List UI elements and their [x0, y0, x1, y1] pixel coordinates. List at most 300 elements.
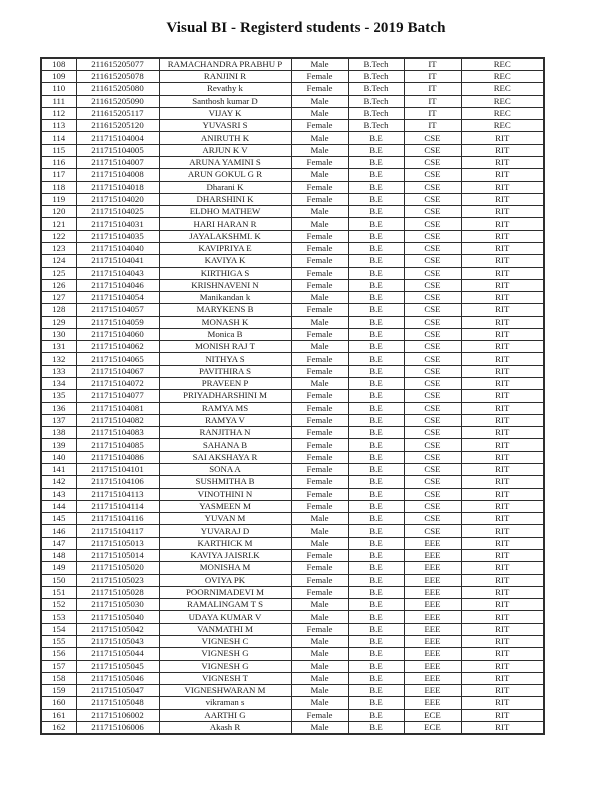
- cell-department: CSE: [404, 181, 461, 193]
- table-row: [41, 83, 544, 95]
- cell-gender: Female: [291, 279, 348, 291]
- cell-department: ECE: [404, 721, 461, 734]
- cell-register_number: 211715104004: [76, 132, 159, 144]
- cell-register_number: 211715104081: [76, 402, 159, 414]
- cell-name: ELDHO MATHEW: [159, 206, 291, 218]
- cell-degree: B.E: [348, 574, 404, 586]
- table-row: [41, 107, 544, 119]
- cell-department: EEE: [404, 537, 461, 549]
- cell-gender: Male: [291, 58, 348, 71]
- cell-name: ARUNA YAMINI S: [159, 156, 291, 168]
- cell-serial_no: 161: [41, 709, 76, 721]
- cell-gender: Female: [291, 476, 348, 488]
- cell-name: VIGNESH G: [159, 660, 291, 672]
- cell-department: CSE: [404, 525, 461, 537]
- cell-college: REC: [461, 120, 544, 132]
- cell-gender: Female: [291, 242, 348, 254]
- cell-gender: Male: [291, 611, 348, 623]
- cell-serial_no: 123: [41, 242, 76, 254]
- cell-gender: Female: [291, 402, 348, 414]
- cell-college: RIT: [461, 181, 544, 193]
- table-row: [41, 206, 544, 218]
- cell-college: RIT: [461, 402, 544, 414]
- table-row: [41, 562, 544, 574]
- cell-register_number: 211715104040: [76, 242, 159, 254]
- cell-department: CSE: [404, 427, 461, 439]
- cell-degree: B.E: [348, 378, 404, 390]
- cell-college: RIT: [461, 488, 544, 500]
- cell-college: RIT: [461, 599, 544, 611]
- cell-name: Santhosh kumar D: [159, 95, 291, 107]
- table-row: [41, 144, 544, 156]
- cell-name: Manikandan k: [159, 292, 291, 304]
- cell-register_number: 211715104082: [76, 414, 159, 426]
- table-row: [41, 230, 544, 242]
- cell-degree: B.E: [348, 611, 404, 623]
- cell-name: OVIYA PK: [159, 574, 291, 586]
- cell-gender: Male: [291, 144, 348, 156]
- page-title: Visual BI - Registerd students - 2019 Batch: [166, 20, 446, 36]
- cell-gender: Female: [291, 328, 348, 340]
- cell-college: REC: [461, 95, 544, 107]
- cell-degree: B.E: [348, 267, 404, 279]
- student-table: [40, 57, 545, 735]
- cell-gender: Male: [291, 132, 348, 144]
- cell-register_number: 211715105014: [76, 549, 159, 561]
- cell-serial_no: 124: [41, 255, 76, 267]
- table-row: [41, 218, 544, 230]
- cell-register_number: 211715104046: [76, 279, 159, 291]
- cell-serial_no: 109: [41, 71, 76, 83]
- cell-serial_no: 120: [41, 206, 76, 218]
- cell-register_number: 211715104113: [76, 488, 159, 500]
- cell-register_number: 211715104041: [76, 255, 159, 267]
- cell-serial_no: 140: [41, 451, 76, 463]
- cell-name: VIGNESH G: [159, 648, 291, 660]
- table-row: [41, 193, 544, 205]
- cell-serial_no: 131: [41, 341, 76, 353]
- cell-gender: Female: [291, 390, 348, 402]
- cell-serial_no: 147: [41, 537, 76, 549]
- cell-gender: Male: [291, 169, 348, 181]
- table-row: [41, 721, 544, 734]
- cell-department: CSE: [404, 267, 461, 279]
- cell-college: REC: [461, 83, 544, 95]
- cell-degree: B.E: [348, 635, 404, 647]
- cell-register_number: 211715104101: [76, 464, 159, 476]
- cell-name: VIGNESHWARAN M: [159, 685, 291, 697]
- table-row: [41, 267, 544, 279]
- table-row: [41, 304, 544, 316]
- cell-degree: B.Tech: [348, 83, 404, 95]
- cell-register_number: 211715104008: [76, 169, 159, 181]
- cell-degree: B.E: [348, 476, 404, 488]
- cell-department: EEE: [404, 549, 461, 561]
- cell-department: EEE: [404, 562, 461, 574]
- cell-college: RIT: [461, 193, 544, 205]
- cell-gender: Female: [291, 464, 348, 476]
- cell-department: EEE: [404, 685, 461, 697]
- cell-degree: B.E: [348, 328, 404, 340]
- cell-gender: Male: [291, 316, 348, 328]
- cell-register_number: 211715104067: [76, 365, 159, 377]
- cell-degree: B.Tech: [348, 58, 404, 71]
- cell-name: Dharani K: [159, 181, 291, 193]
- cell-register_number: 211715104018: [76, 181, 159, 193]
- cell-name: vikraman s: [159, 697, 291, 709]
- cell-register_number: 211715104059: [76, 316, 159, 328]
- cell-department: EEE: [404, 697, 461, 709]
- table-row: [41, 341, 544, 353]
- cell-college: RIT: [461, 378, 544, 390]
- cell-college: RIT: [461, 500, 544, 512]
- cell-serial_no: 134: [41, 378, 76, 390]
- cell-register_number: 211715106002: [76, 709, 159, 721]
- cell-college: RIT: [461, 218, 544, 230]
- table-row: [41, 255, 544, 267]
- cell-department: EEE: [404, 648, 461, 660]
- cell-register_number: 211715105046: [76, 672, 159, 684]
- cell-department: CSE: [404, 513, 461, 525]
- cell-gender: Male: [291, 513, 348, 525]
- cell-college: RIT: [461, 390, 544, 402]
- cell-register_number: 211615205080: [76, 83, 159, 95]
- cell-name: UDAYA KUMAR V: [159, 611, 291, 623]
- cell-serial_no: 135: [41, 390, 76, 402]
- cell-college: RIT: [461, 660, 544, 672]
- cell-department: EEE: [404, 660, 461, 672]
- cell-degree: B.E: [348, 525, 404, 537]
- cell-serial_no: 125: [41, 267, 76, 279]
- cell-degree: B.E: [348, 500, 404, 512]
- cell-serial_no: 137: [41, 414, 76, 426]
- table-row: [41, 476, 544, 488]
- cell-serial_no: 121: [41, 218, 76, 230]
- cell-name: VIGNESH C: [159, 635, 291, 647]
- cell-degree: B.E: [348, 586, 404, 598]
- cell-department: CSE: [404, 255, 461, 267]
- cell-degree: B.Tech: [348, 120, 404, 132]
- cell-degree: B.E: [348, 402, 404, 414]
- cell-gender: Female: [291, 230, 348, 242]
- table-row: [41, 648, 544, 660]
- cell-department: EEE: [404, 574, 461, 586]
- cell-name: SAI AKSHAYA R: [159, 451, 291, 463]
- cell-serial_no: 160: [41, 697, 76, 709]
- cell-name: RAMYA V: [159, 414, 291, 426]
- cell-gender: Female: [291, 549, 348, 561]
- cell-name: VANMATHI M: [159, 623, 291, 635]
- table-row: [41, 132, 544, 144]
- cell-degree: B.E: [348, 181, 404, 193]
- cell-gender: Female: [291, 353, 348, 365]
- cell-serial_no: 143: [41, 488, 76, 500]
- cell-serial_no: 150: [41, 574, 76, 586]
- cell-serial_no: 159: [41, 685, 76, 697]
- cell-register_number: 211715104035: [76, 230, 159, 242]
- cell-gender: Female: [291, 156, 348, 168]
- cell-gender: Female: [291, 574, 348, 586]
- cell-department: CSE: [404, 242, 461, 254]
- cell-degree: B.E: [348, 697, 404, 709]
- cell-college: RIT: [461, 537, 544, 549]
- cell-department: CSE: [404, 365, 461, 377]
- cell-name: Monica B: [159, 328, 291, 340]
- cell-serial_no: 113: [41, 120, 76, 132]
- cell-college: REC: [461, 107, 544, 119]
- cell-register_number: 211715105023: [76, 574, 159, 586]
- cell-serial_no: 156: [41, 648, 76, 660]
- cell-name: KARTHICK M: [159, 537, 291, 549]
- cell-serial_no: 110: [41, 83, 76, 95]
- cell-serial_no: 111: [41, 95, 76, 107]
- cell-register_number: 211715105020: [76, 562, 159, 574]
- cell-gender: Male: [291, 218, 348, 230]
- cell-name: SUSHMITHA B: [159, 476, 291, 488]
- cell-degree: B.E: [348, 169, 404, 181]
- cell-department: CSE: [404, 156, 461, 168]
- cell-department: EEE: [404, 599, 461, 611]
- cell-register_number: 211715104005: [76, 144, 159, 156]
- table-row: [41, 414, 544, 426]
- cell-serial_no: 149: [41, 562, 76, 574]
- cell-gender: Female: [291, 255, 348, 267]
- cell-name: YASMEEN M: [159, 500, 291, 512]
- cell-college: RIT: [461, 623, 544, 635]
- cell-gender: Female: [291, 193, 348, 205]
- cell-degree: B.E: [348, 365, 404, 377]
- cell-department: CSE: [404, 230, 461, 242]
- table-row: [41, 525, 544, 537]
- table-row: [41, 439, 544, 451]
- cell-department: CSE: [404, 439, 461, 451]
- cell-name: JAYALAKSHMI. K: [159, 230, 291, 242]
- cell-gender: Female: [291, 488, 348, 500]
- cell-college: RIT: [461, 648, 544, 660]
- cell-department: EEE: [404, 623, 461, 635]
- cell-serial_no: 148: [41, 549, 76, 561]
- cell-gender: Female: [291, 181, 348, 193]
- table-row: [41, 316, 544, 328]
- cell-college: RIT: [461, 242, 544, 254]
- cell-name: YUVAN M: [159, 513, 291, 525]
- cell-gender: Male: [291, 341, 348, 353]
- table-row: [41, 353, 544, 365]
- cell-department: EEE: [404, 611, 461, 623]
- cell-name: KAVIPRIYA E: [159, 242, 291, 254]
- cell-gender: Female: [291, 500, 348, 512]
- cell-name: RAMALINGAM T S: [159, 599, 291, 611]
- cell-college: RIT: [461, 586, 544, 598]
- cell-register_number: 211715104117: [76, 525, 159, 537]
- cell-gender: Female: [291, 120, 348, 132]
- cell-gender: Male: [291, 107, 348, 119]
- cell-register_number: 211715104085: [76, 439, 159, 451]
- cell-name: KAVIYA K: [159, 255, 291, 267]
- cell-department: EEE: [404, 586, 461, 598]
- cell-gender: Male: [291, 721, 348, 734]
- cell-register_number: 211715104025: [76, 206, 159, 218]
- cell-college: RIT: [461, 144, 544, 156]
- cell-gender: Female: [291, 439, 348, 451]
- cell-name: ANIRUTH K: [159, 132, 291, 144]
- cell-name: ARJUN K V: [159, 144, 291, 156]
- cell-serial_no: 117: [41, 169, 76, 181]
- cell-serial_no: 154: [41, 623, 76, 635]
- table-row: [41, 427, 544, 439]
- cell-gender: Male: [291, 537, 348, 549]
- cell-gender: Female: [291, 267, 348, 279]
- table-row: [41, 623, 544, 635]
- cell-register_number: 211715104106: [76, 476, 159, 488]
- cell-college: REC: [461, 58, 544, 71]
- cell-register_number: 211715104065: [76, 353, 159, 365]
- table-row: [41, 500, 544, 512]
- cell-name: PRAVEEN P: [159, 378, 291, 390]
- cell-college: RIT: [461, 169, 544, 181]
- cell-department: IT: [404, 58, 461, 71]
- cell-college: RIT: [461, 562, 544, 574]
- cell-name: PRIYADHARSHINI M: [159, 390, 291, 402]
- cell-serial_no: 119: [41, 193, 76, 205]
- cell-degree: B.E: [348, 513, 404, 525]
- table-row: [41, 611, 544, 623]
- table-row: [41, 95, 544, 107]
- cell-serial_no: 138: [41, 427, 76, 439]
- cell-register_number: 211715104057: [76, 304, 159, 316]
- cell-name: MONISHA M: [159, 562, 291, 574]
- table-row: [41, 660, 544, 672]
- table-row: [41, 464, 544, 476]
- cell-name: PAVITHIRA S: [159, 365, 291, 377]
- cell-name: NITHYA S: [159, 353, 291, 365]
- cell-name: POORNIMADEVI M: [159, 586, 291, 598]
- cell-serial_no: 126: [41, 279, 76, 291]
- cell-gender: Female: [291, 414, 348, 426]
- cell-serial_no: 162: [41, 721, 76, 734]
- cell-name: SAHANA B: [159, 439, 291, 451]
- cell-serial_no: 128: [41, 304, 76, 316]
- cell-serial_no: 136: [41, 402, 76, 414]
- cell-register_number: 211715104086: [76, 451, 159, 463]
- cell-college: RIT: [461, 574, 544, 586]
- cell-serial_no: 129: [41, 316, 76, 328]
- cell-department: IT: [404, 95, 461, 107]
- cell-college: RIT: [461, 697, 544, 709]
- cell-register_number: 211715104043: [76, 267, 159, 279]
- cell-degree: B.E: [348, 660, 404, 672]
- cell-degree: B.E: [348, 144, 404, 156]
- table-row: [41, 685, 544, 697]
- student-table-body: [41, 58, 544, 734]
- table-row: [41, 537, 544, 549]
- cell-degree: B.E: [348, 390, 404, 402]
- cell-degree: B.E: [348, 414, 404, 426]
- cell-gender: Female: [291, 365, 348, 377]
- table-row: [41, 328, 544, 340]
- cell-serial_no: 130: [41, 328, 76, 340]
- table-row: [41, 697, 544, 709]
- cell-register_number: 211615205090: [76, 95, 159, 107]
- cell-serial_no: 145: [41, 513, 76, 525]
- cell-serial_no: 114: [41, 132, 76, 144]
- table-row: [41, 549, 544, 561]
- table-row: [41, 635, 544, 647]
- cell-serial_no: 133: [41, 365, 76, 377]
- table-row: [41, 709, 544, 721]
- cell-college: RIT: [461, 316, 544, 328]
- cell-department: CSE: [404, 451, 461, 463]
- cell-department: CSE: [404, 353, 461, 365]
- cell-degree: B.E: [348, 685, 404, 697]
- cell-gender: Male: [291, 292, 348, 304]
- cell-gender: Female: [291, 623, 348, 635]
- cell-degree: B.E: [348, 464, 404, 476]
- cell-college: RIT: [461, 672, 544, 684]
- cell-degree: B.E: [348, 193, 404, 205]
- cell-college: REC: [461, 71, 544, 83]
- cell-degree: B.E: [348, 488, 404, 500]
- cell-name: RAMACHANDRA PRABHU P: [159, 58, 291, 71]
- cell-department: CSE: [404, 390, 461, 402]
- cell-college: RIT: [461, 255, 544, 267]
- cell-register_number: 211715105047: [76, 685, 159, 697]
- cell-gender: Male: [291, 685, 348, 697]
- cell-degree: B.E: [348, 353, 404, 365]
- table-row: [41, 71, 544, 83]
- cell-register_number: 211715105028: [76, 586, 159, 598]
- cell-name: ARUN GOKUL G R: [159, 169, 291, 181]
- cell-degree: B.E: [348, 255, 404, 267]
- table-row: [41, 390, 544, 402]
- cell-department: CSE: [404, 218, 461, 230]
- cell-serial_no: 141: [41, 464, 76, 476]
- cell-college: RIT: [461, 156, 544, 168]
- cell-serial_no: 132: [41, 353, 76, 365]
- cell-register_number: 211715105045: [76, 660, 159, 672]
- table-row: [41, 378, 544, 390]
- cell-name: DHARSHINI K: [159, 193, 291, 205]
- cell-serial_no: 158: [41, 672, 76, 684]
- cell-college: RIT: [461, 341, 544, 353]
- cell-register_number: 211715104054: [76, 292, 159, 304]
- cell-department: CSE: [404, 464, 461, 476]
- cell-degree: B.E: [348, 648, 404, 660]
- cell-name: Akash R: [159, 721, 291, 734]
- cell-degree: B.E: [348, 242, 404, 254]
- cell-department: CSE: [404, 500, 461, 512]
- cell-department: CSE: [404, 378, 461, 390]
- cell-register_number: 211615205078: [76, 71, 159, 83]
- cell-name: VIGNESH T: [159, 672, 291, 684]
- cell-department: ECE: [404, 709, 461, 721]
- table-row: [41, 451, 544, 463]
- cell-degree: B.E: [348, 341, 404, 353]
- cell-degree: B.E: [348, 230, 404, 242]
- table-row: [41, 402, 544, 414]
- cell-register_number: 211715105042: [76, 623, 159, 635]
- cell-department: CSE: [404, 279, 461, 291]
- table-row: [41, 586, 544, 598]
- cell-register_number: 211615205077: [76, 58, 159, 71]
- cell-gender: Female: [291, 451, 348, 463]
- cell-serial_no: 112: [41, 107, 76, 119]
- cell-department: CSE: [404, 304, 461, 316]
- cell-degree: B.E: [348, 206, 404, 218]
- cell-gender: Female: [291, 709, 348, 721]
- cell-degree: B.Tech: [348, 107, 404, 119]
- cell-department: CSE: [404, 132, 461, 144]
